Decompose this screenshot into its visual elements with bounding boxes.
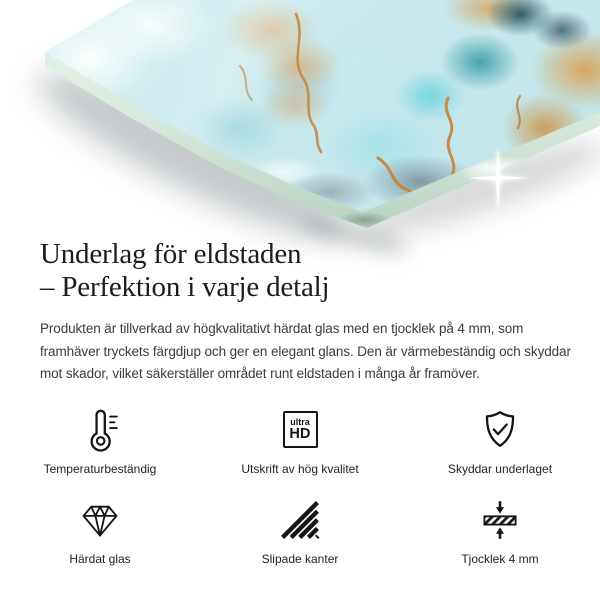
ultra-hd-badge-top: ultra [290,417,310,427]
feature-label: Tjocklek 4 mm [461,551,539,566]
feature-label: Härdat glas [69,551,131,566]
thermometer-icon [77,406,123,454]
shield-check-icon [477,406,523,454]
feature-tempered-glass [0,496,200,566]
feature-label: Temperaturbeständig [43,461,157,476]
feature-print-quality [200,406,400,476]
page-title [40,238,560,304]
sparkle-icon [453,141,543,215]
feature-thickness [400,496,600,566]
content-area [0,232,600,566]
product-description: Produkten är tillverkad av högkvalitativt härdat glas med en tjocklek på 4 mm, som framhäver tryckets färgdjup och ger en elegant glans. Den är värmebeständig och skyddar mot skador, vilket säkerställer området runt eldstaden i många år framöver. [40,321,571,381]
feature-protects-surface [400,406,600,476]
feature-label: Utskrift av hög kvalitet [241,461,359,476]
heading-line-2: – Perfektion i varje detalj [40,271,330,303]
feature-polished-edges [200,496,400,566]
diamond-icon [78,496,122,544]
ultra-hd-icon [283,406,318,454]
ultra-hd-badge-bottom: HD [289,426,311,442]
feature-label: Skyddar underlaget [447,461,553,476]
beveled-edges-icon [278,496,322,544]
product-image [0,0,600,232]
heading-line-1: Underlag för eldstaden [40,238,302,270]
features-grid [0,406,600,566]
feature-label: Slipade kanter [261,551,339,566]
thickness-icon [478,496,522,544]
feature-temperature-resistant [0,406,200,476]
